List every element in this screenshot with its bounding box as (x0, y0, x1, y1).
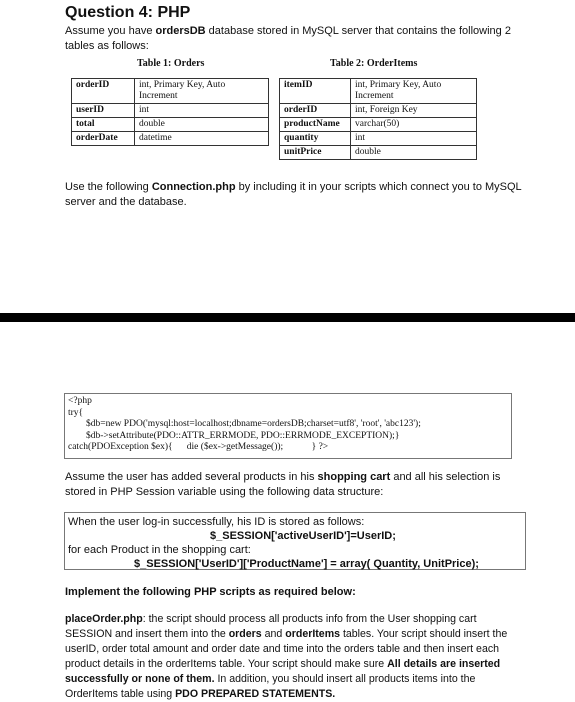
table-row (280, 104, 477, 118)
orders-term: orders (228, 628, 262, 640)
orderitems-term: orderItems (285, 628, 341, 640)
table-row (280, 132, 477, 146)
field-type: int, Primary Key, Auto Increment (135, 79, 269, 104)
code-catch: catch(PDOException $ex){ (68, 442, 173, 452)
assume-text-post: and all his selection is stored in PHP Session variable using the following data structure: (65, 471, 501, 498)
table-row (280, 118, 477, 132)
session-structure-box (64, 512, 526, 570)
field-type: int, Foreign Key (351, 104, 477, 118)
orders-table-caption: Table 1: Orders (137, 58, 205, 69)
place-text: tables. Your script should insert the userID, order total amount and order date and time into the orders table and then insert each product details in the orderItems table. Your script should make sure (65, 628, 508, 670)
assume-text-pre: Assume the user has added several products in his (65, 471, 318, 483)
orderitems-table-caption: Table 2: OrderItems (330, 58, 418, 69)
table-row (72, 118, 269, 132)
field-type: int (351, 132, 477, 146)
session-line: When the user log-in successfully, his ID is stored as follows: (68, 516, 365, 528)
table-row (72, 79, 269, 104)
connection-text-pre: Use the following (65, 181, 152, 193)
code-box (64, 393, 512, 459)
table-row (72, 132, 269, 146)
shopping-cart-term: shopping cart (317, 471, 391, 483)
orders-table (71, 78, 269, 146)
intro-text-pre: Assume you have (65, 25, 156, 37)
intro-text-post: database stored in MySQL server that contains the following 2 tables as follows: (65, 25, 511, 52)
page-divider (0, 313, 575, 322)
intro-paragraph (65, 24, 535, 54)
code-line: $db=new PDO('mysql:host=localhost;dbname=ordersDB;charset=utf8', 'root', 'abc123'); (86, 419, 421, 429)
field-type: int, Primary Key, Auto Increment (351, 79, 477, 104)
pdo-requirement: PDO PREPARED STATEMENTS. (175, 688, 336, 700)
field-type: double (135, 118, 269, 132)
session-active-user: $_SESSION['activeUserID']=UserID; (210, 530, 396, 542)
place-order-paragraph (65, 612, 525, 702)
field-name: orderID (72, 79, 135, 104)
table-row (280, 146, 477, 160)
code-line: $db->setAttribute(PDO::ATTR_ERRMODE, PDO::ERRMODE_EXCEPTION);} (86, 430, 400, 441)
atomic-requirement: All details are inserted successfully or none of them. (65, 658, 501, 685)
field-type: varchar(50) (351, 118, 477, 132)
field-name: unitPrice (280, 146, 351, 160)
session-line: for each Product in the shopping cart: (68, 544, 251, 556)
assume-paragraph (65, 470, 525, 500)
db-name: ordersDB (155, 25, 206, 37)
place-text: and (261, 628, 286, 640)
code-close: } ?> (311, 442, 329, 452)
table-row (72, 104, 269, 118)
orderitems-table (279, 78, 477, 160)
field-type: int (135, 104, 269, 118)
connection-paragraph (65, 180, 535, 210)
field-name: itemID (280, 79, 351, 104)
field-type: datetime (135, 132, 269, 146)
field-type: double (351, 146, 477, 160)
session-product-array: $_SESSION['UserID']['ProductName'] = array( Quantity, UnitPrice); (134, 558, 479, 570)
table-row (280, 79, 477, 104)
field-name: orderDate (72, 132, 135, 146)
connection-text-post: by including it in your scripts which connect you to MySQL server and the database. (65, 181, 522, 208)
code-line: <?php (68, 396, 92, 406)
field-name: productName (280, 118, 351, 132)
code-die: die ($ex->getMessage()); (186, 442, 284, 452)
field-name: userID (72, 104, 135, 118)
field-name: orderID (280, 104, 351, 118)
place-text: In addition, you should insert all products items into the OrderItems table using (65, 673, 476, 700)
script-name: placeOrder.php (65, 613, 143, 625)
field-name: total (72, 118, 135, 132)
place-text: : the script should process all products info from the User shopping cart SESSION and insert them into the (65, 613, 477, 640)
code-line: try{ (68, 407, 84, 418)
implement-heading: Implement the following PHP scripts as required below: (65, 586, 356, 598)
connection-file-name: Connection.php (151, 181, 236, 193)
question-title: Question 4: PHP (65, 4, 191, 21)
code-line (68, 442, 508, 454)
field-name: quantity (280, 132, 351, 146)
